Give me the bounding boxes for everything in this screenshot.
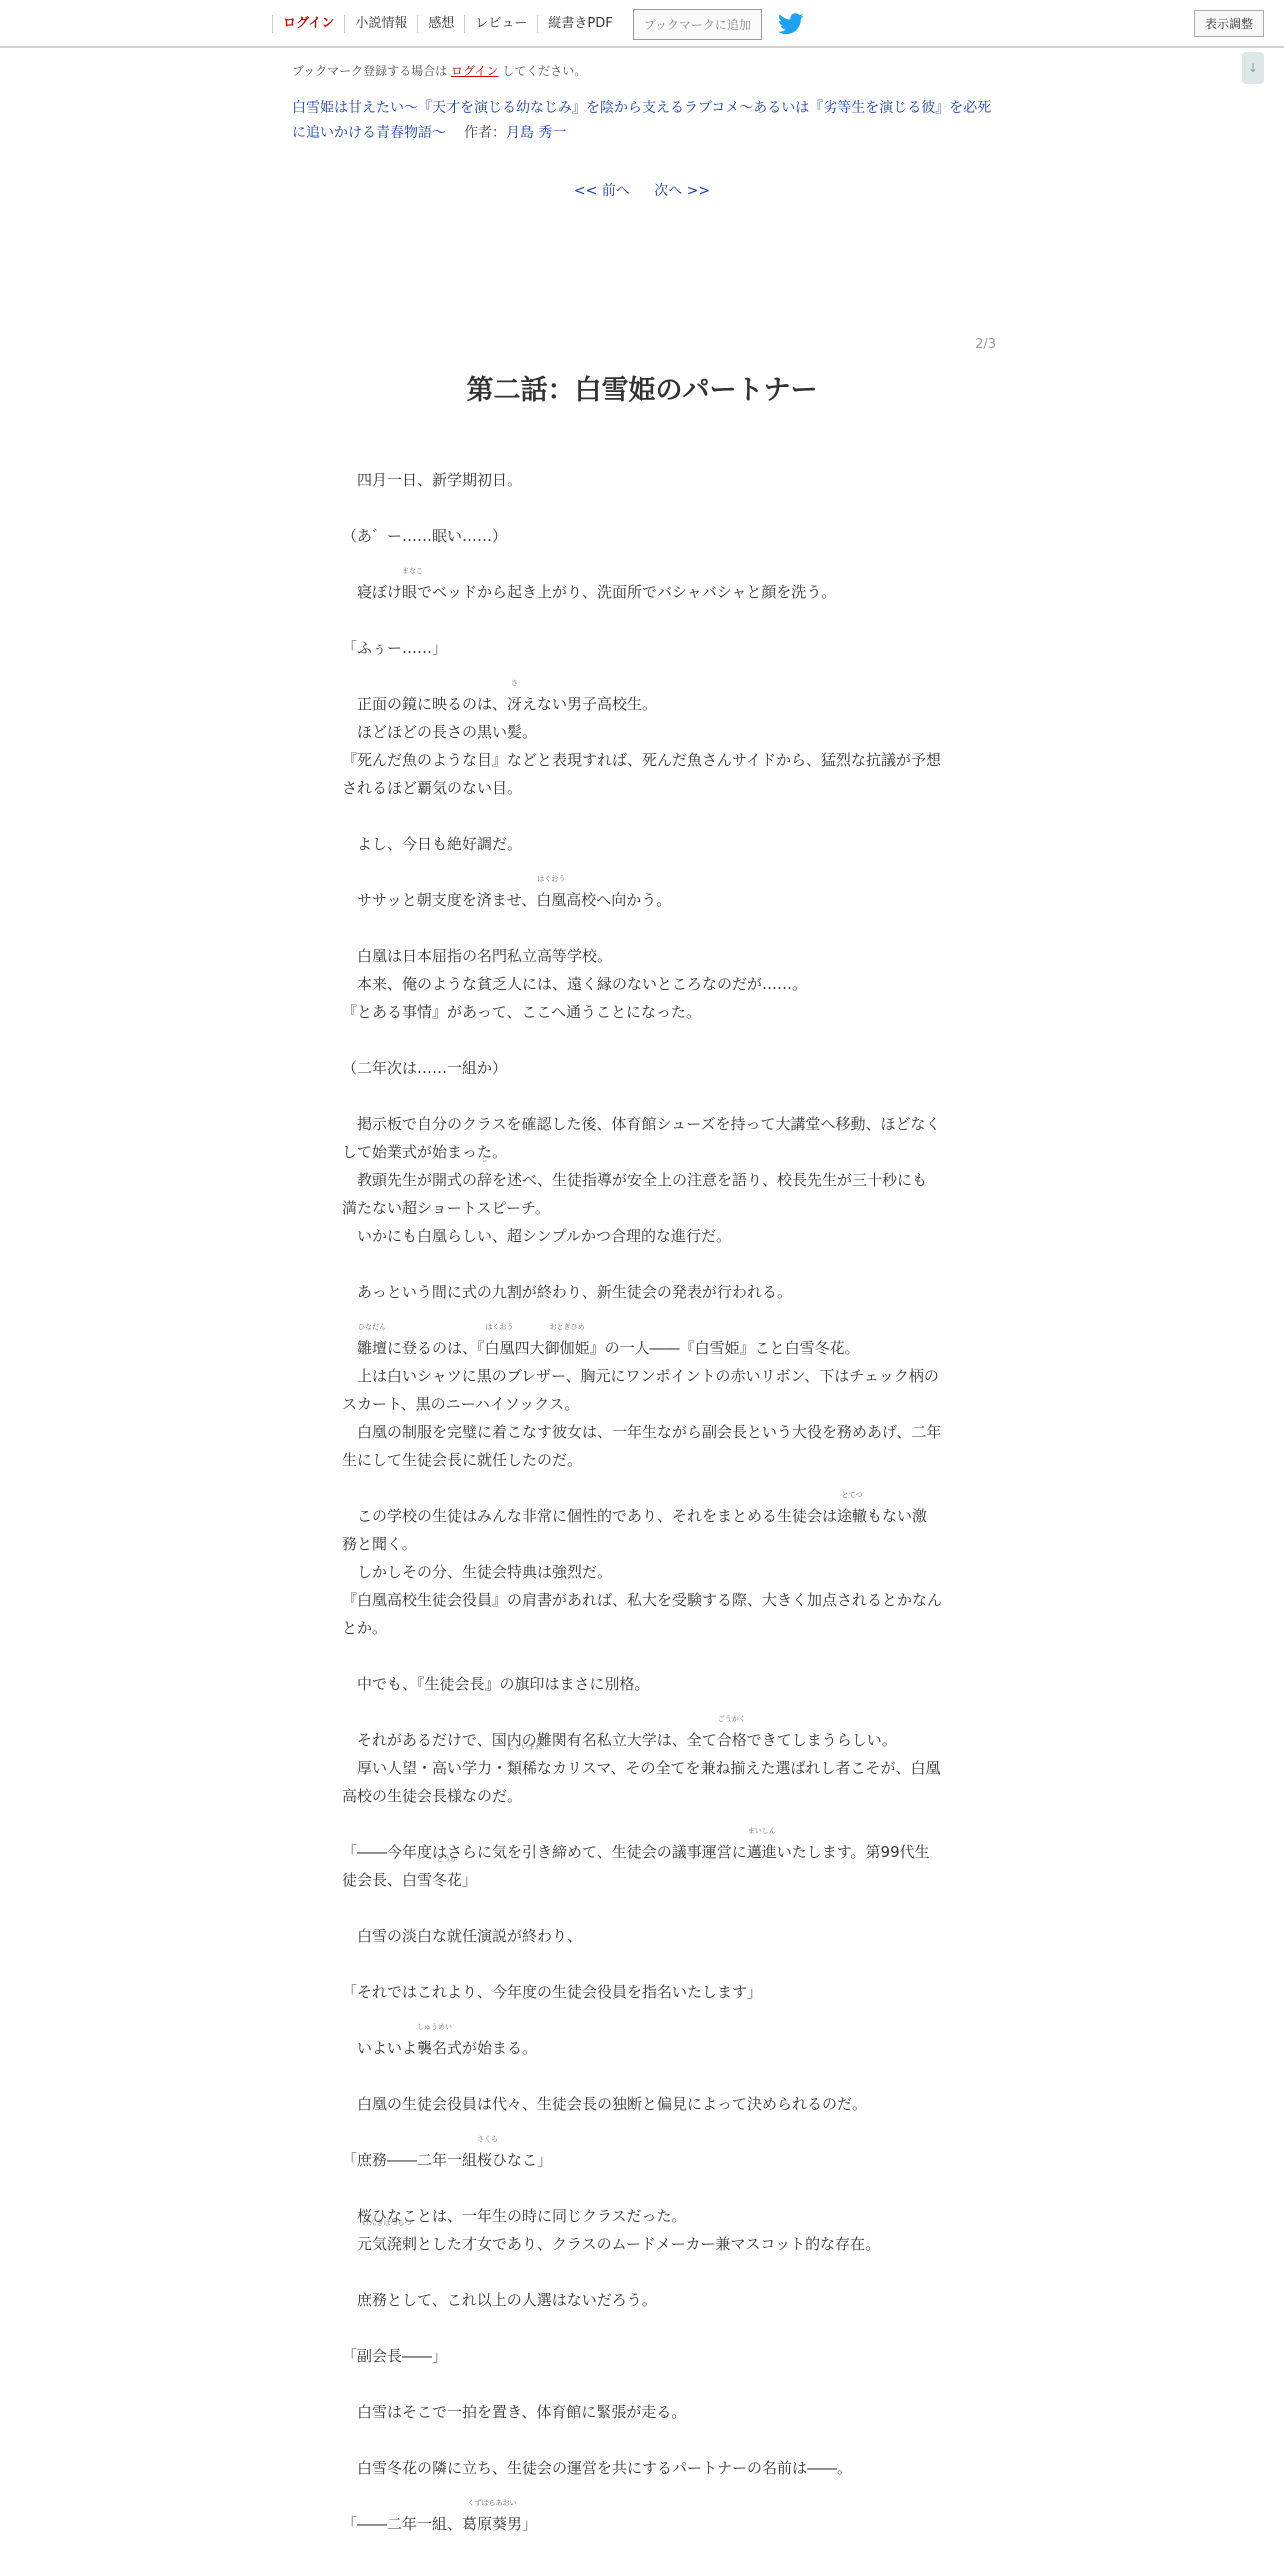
body-line: いかにも白凰らしい、超シンプルかつ合理的な進行だ。 (342, 1227, 732, 1245)
body-line: しかしその分、生徒会特典は強烈だ。 (342, 1563, 613, 1581)
novel-title-block (292, 96, 1002, 146)
ruby-text: じ 辞 (477, 1166, 492, 1194)
body-line: 白雪冬花の隣に立ち、生徒会の運営を共にするパートナーの名前は――。 (342, 2459, 853, 2477)
body-line: 『死んだ魚のような目』などと表現すれば、死んだ魚さんサイドから、猛烈な抗議が予想されるほど覇気のない目。 (342, 751, 941, 797)
notice-text-pre: ブックマーク登録する場合は (292, 64, 448, 78)
body-line: 白雪の淡白な就任演説が終わり、 (342, 1927, 583, 1945)
body-line: 『白凰高校生徒会役員』の肩書があれば、私大を受験する際、大きく加点されるとかなんとか。 (342, 1591, 943, 1637)
ruby-text: くずはらあおい 葛原葵男 (462, 2510, 522, 2538)
body-line (342, 2370, 942, 2398)
body-line: 掲示板で自分のクラスを確認した後、体育館シューズを持って大講堂へ移動、ほどなくして始業式が始まった。 (342, 1115, 941, 1161)
body-line (342, 2426, 942, 2454)
body-line (342, 494, 942, 522)
body-line (342, 2062, 942, 2090)
body-line (342, 606, 942, 634)
body-line: 寝ぼけまなこ 眼でベッドから起き上がり、洗面所でバシャバシャと顔を洗う。 (342, 578, 942, 606)
nav-review[interactable]: レビュー (464, 15, 537, 33)
novel-title-link[interactable]: 白雪姫は甘えたい～『天才を演じる幼なじみ』を陰から支えるラブコメ～あるいは『劣等生を演じる彼』を必死に追いかける青春物語～ (292, 100, 992, 141)
body-line: この学校の生徒はみんな非常に個性的であり、それをまとめる生徒会はとてつ 途轍もない激務と聞く。 (342, 1502, 942, 1558)
body-line: それがあるだけで、国内の難関有名私立大学は、全てごうかく 合格できてしまうらしい。 (342, 1726, 942, 1754)
next-page-link[interactable]: 次へ >> (654, 183, 711, 199)
body-line (342, 1642, 942, 1670)
main-nav (272, 8, 804, 40)
body-line: いよいよしゅうめい 襲名式が始まる。 (342, 2034, 942, 2062)
body-line (342, 2174, 942, 2202)
ruby-text: はくおう 白凰 (485, 1334, 515, 1362)
notice-login-link[interactable]: ログイン (451, 64, 499, 78)
chapter-pager (0, 180, 1284, 200)
twitter-icon[interactable] (778, 13, 804, 35)
body-line: 中でも、『生徒会長』の旗印はまさに別格。 (342, 1675, 650, 1693)
ruby-text: とてつ 途轍 (837, 1502, 867, 1530)
body-line (342, 914, 942, 942)
ruby-text: はくおう 白凰 (536, 886, 566, 914)
body-line: 『とある事情』があって、ここへ通うことになった。 (342, 1003, 701, 1021)
chapter-title: 第二話：白雪姫のパートナー (466, 375, 818, 406)
body-line: ひなだん 雛壇に登るのは、『はくおう 白凰四大おとぎひめ 御伽姫』の一人――『白雪姫』こと白雪冬花。 (342, 1334, 942, 1362)
body-line (342, 1698, 942, 1726)
body-line (342, 2482, 942, 2510)
body-line (342, 1082, 942, 1110)
ruby-text: さ 冴 (507, 690, 522, 718)
body-line (342, 550, 942, 578)
body-line: 白雪はそこで一拍を置き、体育館に緊張が走る。 (342, 2403, 687, 2421)
body-line: 上は白いシャツに黒のブレザー、胸元にワンポイントの赤いリボン、下はチェック柄のスカート、黒のニーハイソックス。 (342, 1367, 939, 1413)
prev-page-link[interactable]: << 前へ (573, 183, 630, 199)
body-line: 「それではこれより、今年度の生徒会役員を指名いたします」 (342, 1983, 763, 2001)
body-line: （あ゛ー……眠い……） (342, 527, 508, 545)
author-label: 作者： (464, 125, 506, 141)
ruby-text: ひなだん 雛壇 (357, 1334, 387, 1362)
ruby-text: とうか 冬花 (432, 1866, 462, 1894)
ruby-text: しゅうめい 襲名 (417, 2034, 447, 2062)
nav-vertical-pdf[interactable]: 縦書きPDF (537, 15, 622, 33)
body-line: 桜ひなことは、一年生の時に同じクラスだった。 (342, 2207, 687, 2225)
body-line: ほどほどの長さの黒い髪。 (342, 723, 538, 741)
body-line (342, 1306, 942, 1334)
body-line (342, 1894, 942, 1922)
display-settings-button[interactable]: 表示調整 (1194, 10, 1264, 37)
body-line: 庶務として、これ以上の人選はないだろう。 (342, 2291, 657, 2309)
body-line (342, 662, 942, 690)
body-line: 白凰の制服を完璧に着こなす彼女は、一年生ながら副会長という大役を務めあげ、二年生にして生徒会長に就任したのだ。 (342, 1423, 942, 1469)
body-line: ササッと朝支度を済ませ、はくおう 白凰高校へ向かう。 (342, 886, 942, 914)
body-line: 「――二年一組、くずはらあおい 葛原葵男」 (342, 2510, 942, 2538)
bookmark-login-notice (292, 62, 586, 79)
body-line: 「副会長――」 (342, 2347, 448, 2365)
author-link[interactable]: 月島 秀一 (506, 125, 567, 141)
body-line: 「庶務――二年一組さくら 桜ひなこ」 (342, 2146, 942, 2174)
body-line: 白凰の生徒会役員は代々、生徒会長の独断と偏見によって決められるのだ。 (342, 2095, 868, 2113)
body-line (342, 1950, 942, 1978)
ruby-text: おとぎひめ 御伽姫 (545, 1334, 590, 1362)
ruby-text: まいしん 邁進 (747, 1838, 777, 1866)
notice-text-post: してください。 (502, 64, 587, 78)
body-line: 教頭先生が開式のじ 辞を述べ、生徒指導が安全上の注意を語り、校長先生が三十秒にも満たない超ショートスピーチ。 (342, 1166, 942, 1222)
nav-novel-info[interactable]: 小説情報 (344, 15, 417, 33)
body-line (342, 802, 942, 830)
body-line: （二年次は……一組か） (342, 1059, 508, 1077)
body-line: よし、今日も絶好調だ。 (342, 835, 523, 853)
body-line: 「ふぅー……」 (342, 639, 448, 657)
body-line: あっという間に式の九割が終わり、新生徒会の発表が行われる。 (342, 1283, 792, 1301)
body-line (342, 1026, 942, 1054)
body-line: 厚い人望・高い学力・たぐいまれ 類稀なカリスマ、その全てを兼ね揃えた選ばれし者こそが、白凰高校の生徒会長様なのだ。 (342, 1754, 942, 1810)
body-line: 本来、俺のような貧乏人には、遠く縁のないところなのだが……。 (342, 975, 808, 993)
body-line (342, 1810, 942, 1838)
body-line (342, 1250, 942, 1278)
body-line: 正面の鏡に映るのは、さ 冴えない男子高校生。 (342, 690, 942, 718)
ruby-text: ごうかく 合格 (717, 1726, 747, 1754)
ruby-text: まなこ 眼 (402, 578, 417, 606)
novel-body (342, 466, 942, 2538)
body-line (342, 2314, 942, 2342)
add-bookmark-button[interactable]: ブックマークに追加 (633, 9, 762, 40)
body-line: げんきはつらつ 元気溌剌とした才女であり、クラスのムードメーカー兼マスコット的な存在。 (342, 2230, 942, 2258)
body-line (342, 858, 942, 886)
nav-login[interactable]: ログイン (272, 15, 344, 33)
body-line: 四月一日、新学期初日。 (342, 471, 523, 489)
top-navigation-bar (0, 0, 1284, 48)
body-line (342, 2258, 942, 2286)
body-line: 白凰は日本屈指の名門私立高等学校。 (342, 947, 613, 965)
ruby-text: たぐいまれ 類稀 (507, 1754, 537, 1782)
nav-impressions[interactable]: 感想 (417, 15, 464, 33)
body-line (342, 2118, 942, 2146)
body-line: 「――今年度はさらに気を引き締めて、生徒会の議事運営にまいしん 邁進いたします。第99代生徒会長、白雪とうか 冬花」 (342, 1838, 942, 1894)
scroll-down-button[interactable]: ↓ (1242, 52, 1264, 84)
ruby-text: さくら 桜 (477, 2146, 492, 2174)
page-number: 2/3 (975, 337, 996, 352)
ruby-text: げんきはつらつ 元気溌剌 (357, 2230, 417, 2258)
